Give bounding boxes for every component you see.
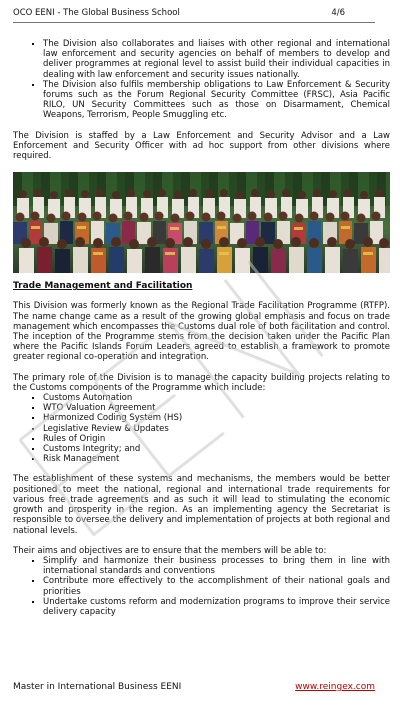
header-title: OCO EENI - The Global Business School bbox=[13, 8, 180, 18]
security-bullet-list bbox=[13, 39, 390, 121]
header-divider bbox=[13, 22, 375, 23]
staff-paragraph: The Division is staffed by a Law Enforcement and Security Advisor and a Law Enforcement and Security Officer with ad hoc support from other divisions where required. bbox=[13, 130, 390, 162]
footer-link[interactable]: www.reingex.com bbox=[295, 682, 375, 692]
list-item: ▪ Simplify and harmonize their business processes to bring them in line with international standards and conventions bbox=[43, 556, 390, 576]
trade-paragraph-1: This Division was formerly known as the Regional Trade Facilitation Programme (RTFP). The name change came as a result of the growing global emphasis and focus on trade management which encompasses the Customs dual role of both facilitation and control. The inception of the Programme stems from the decision taken under the Pacific Plan where the Pacific Islands Forum Leaders agreed to establish a framework to promote greater regional co-operation and integration. bbox=[13, 301, 390, 363]
list-item: ▪ Harmonized Coding System (HS) bbox=[43, 413, 390, 423]
list-item: ▪ Customs Automation bbox=[43, 393, 390, 403]
list-item: ▪ Risk Management bbox=[43, 454, 390, 464]
page-footer bbox=[13, 682, 375, 694]
list-item: ▪ Contribute more effectively to the accomplishment of their national goals and priorities bbox=[43, 576, 390, 596]
trade-paragraph-2: The primary role of the Division is to manage the capacity building projects relating to the Customs components of the Programme which include: bbox=[13, 372, 390, 393]
list-item: ▪ WTO Valuation Agreement bbox=[43, 403, 390, 413]
page-content bbox=[13, 39, 390, 617]
list-item: ▪ Undertake customs reform and modernization programs to improve their service delivery capacity bbox=[43, 597, 390, 617]
customs-components-list bbox=[13, 393, 390, 464]
photo-crowd bbox=[13, 172, 390, 273]
list-item: ▪ The Division also fulfils membership obligations to Law Enforcement & Security forums such as the Forum Regional Security Committee (FRSC), Asia Pacific RILO, UN Security Committees such as those on Disarmament, Chemical Weapons, Terrorism, People Smuggling etc. bbox=[43, 80, 390, 121]
footer-text: Master in International Business EENI bbox=[13, 682, 182, 692]
group-photo bbox=[13, 172, 390, 273]
page-header bbox=[13, 8, 375, 20]
list-item: ▪ The Division also collaborates and liaises with other regional and international law enforcement and security agencies on behalf of members to develop and deliver programmes at regional level to assist build their individual capacities in dealing with law enforcement and security issues nationally. bbox=[43, 39, 390, 80]
trade-paragraph-3: The establishment of these systems and mechanisms, the members would be better positioned to meet the national, regional and international trade requirements for various free trade agreements and as such it will lead to stimulating the economic growth and prosperity in the region. As an implementing agency the Secretariat is responsible to oversee the delivery and implementation of projects at both regional and national levels. bbox=[13, 474, 390, 536]
list-item: ▪ Legislative Review & Updates bbox=[43, 424, 390, 434]
trade-paragraph-4: Their aims and objectives are to ensure that the members will be able to: bbox=[13, 545, 327, 556]
list-item: ▪ Customs Integrity; and bbox=[43, 444, 390, 454]
list-item: ▪ Rules of Origin bbox=[43, 434, 390, 444]
section-heading: Trade Management and Facilitation bbox=[13, 281, 193, 292]
page-number: 4/6 bbox=[331, 8, 345, 18]
aims-list bbox=[13, 556, 390, 617]
